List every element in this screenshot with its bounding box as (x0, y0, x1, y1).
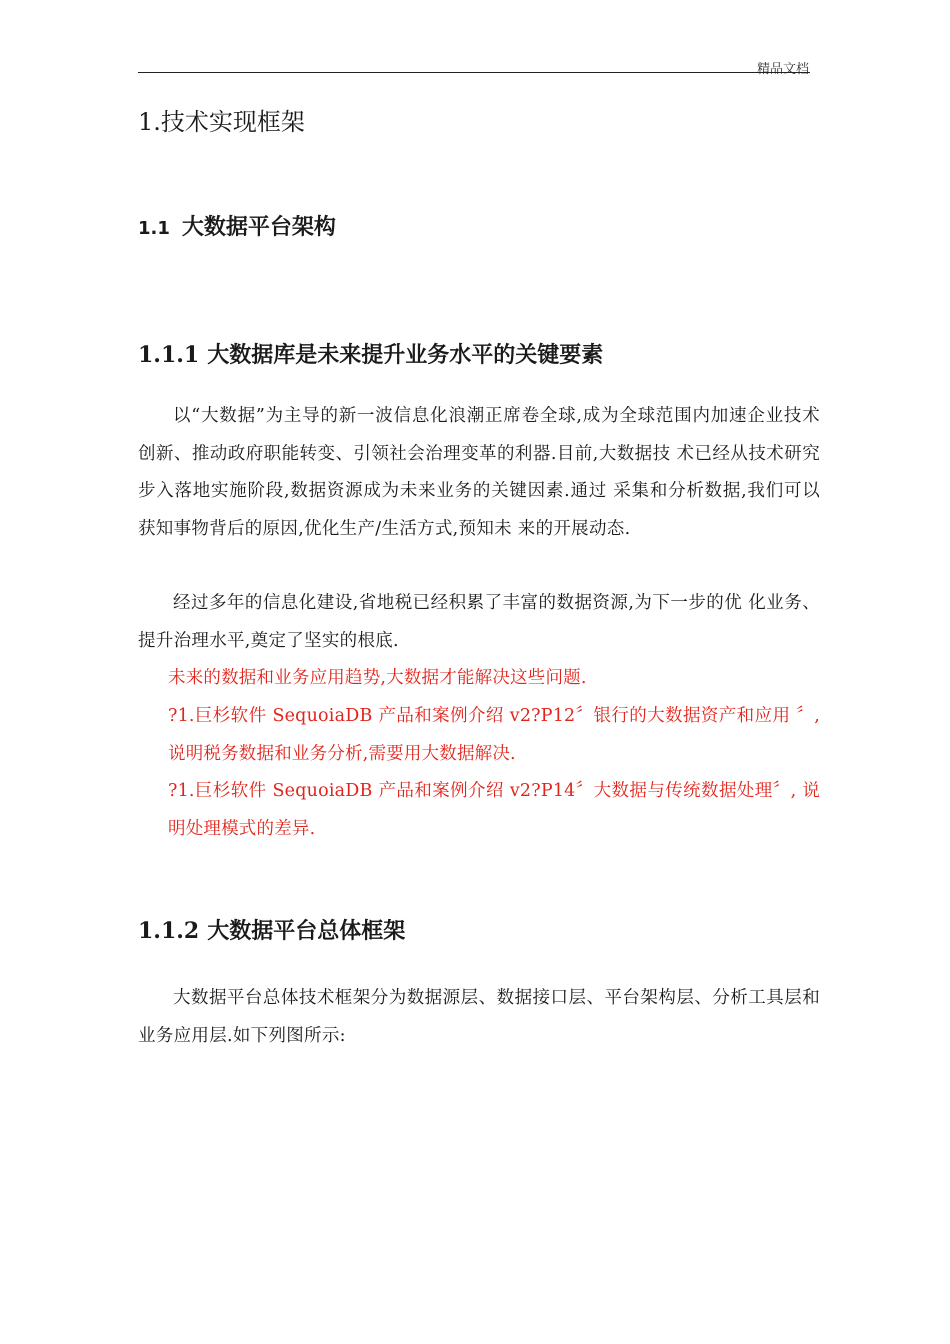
heading-1-1-1 (138, 338, 603, 369)
heading-title: 大数据平台总体框架 (207, 918, 406, 944)
heading-1-1 (138, 210, 336, 241)
heading-1: 1.技术实现框架 (138, 108, 305, 136)
editor-note: ?1.巨杉软件 SequoiaDB 产品和案例介绍 v2?P12〞银行的大数据资产和应用 〞,说明税务数据和业务分析,需要用大数据解决. (168, 706, 820, 764)
heading-number: 1.1 (138, 218, 170, 239)
header-label: 精品文档 (756, 62, 809, 77)
heading-number: 1.1.2 (138, 918, 200, 944)
heading-title: 大数据平台架构 (181, 215, 336, 240)
editor-note: 未来的数据和业务应用趋势,大数据才能解决这些问题. (168, 668, 587, 688)
header-rule (138, 72, 810, 73)
paragraph: 以“大数据”为主导的新一波信息化浪潮正席卷全球,成为全球范围内加速企业技术创新、推动政府职能转变、引领社会治理变革的利器.目前,大数据技 术已经从技术研究步入落地实施阶段,数据资源成为未来业务的关键因素.通过 采集和分析数据,我们可以获知事物背后的原因,优化生产/生活方式,预知未 来的开展动态. (138, 406, 820, 539)
paragraph: 大数据平台总体技术框架分为数据源层、数据接口层、平台架构层、分析工具层和业务应用层.如下列图所示: (138, 988, 820, 1046)
paragraph: 经过多年的信息化建设,省地税已经积累了丰富的数据资源,为下一步的优 化业务、提升治理水平,奠定了坚实的根底. (138, 593, 820, 651)
editor-note: ?1.巨杉软件 SequoiaDB 产品和案例介绍 v2?P14〞大数据与传统数据处理〞, 说明处理模式的差异. (168, 781, 820, 839)
heading-number: 1.1.1 (138, 342, 200, 368)
heading-1-1-2 (138, 914, 405, 945)
heading-title: 大数据库是未来提升业务水平的关键要素 (207, 342, 604, 368)
